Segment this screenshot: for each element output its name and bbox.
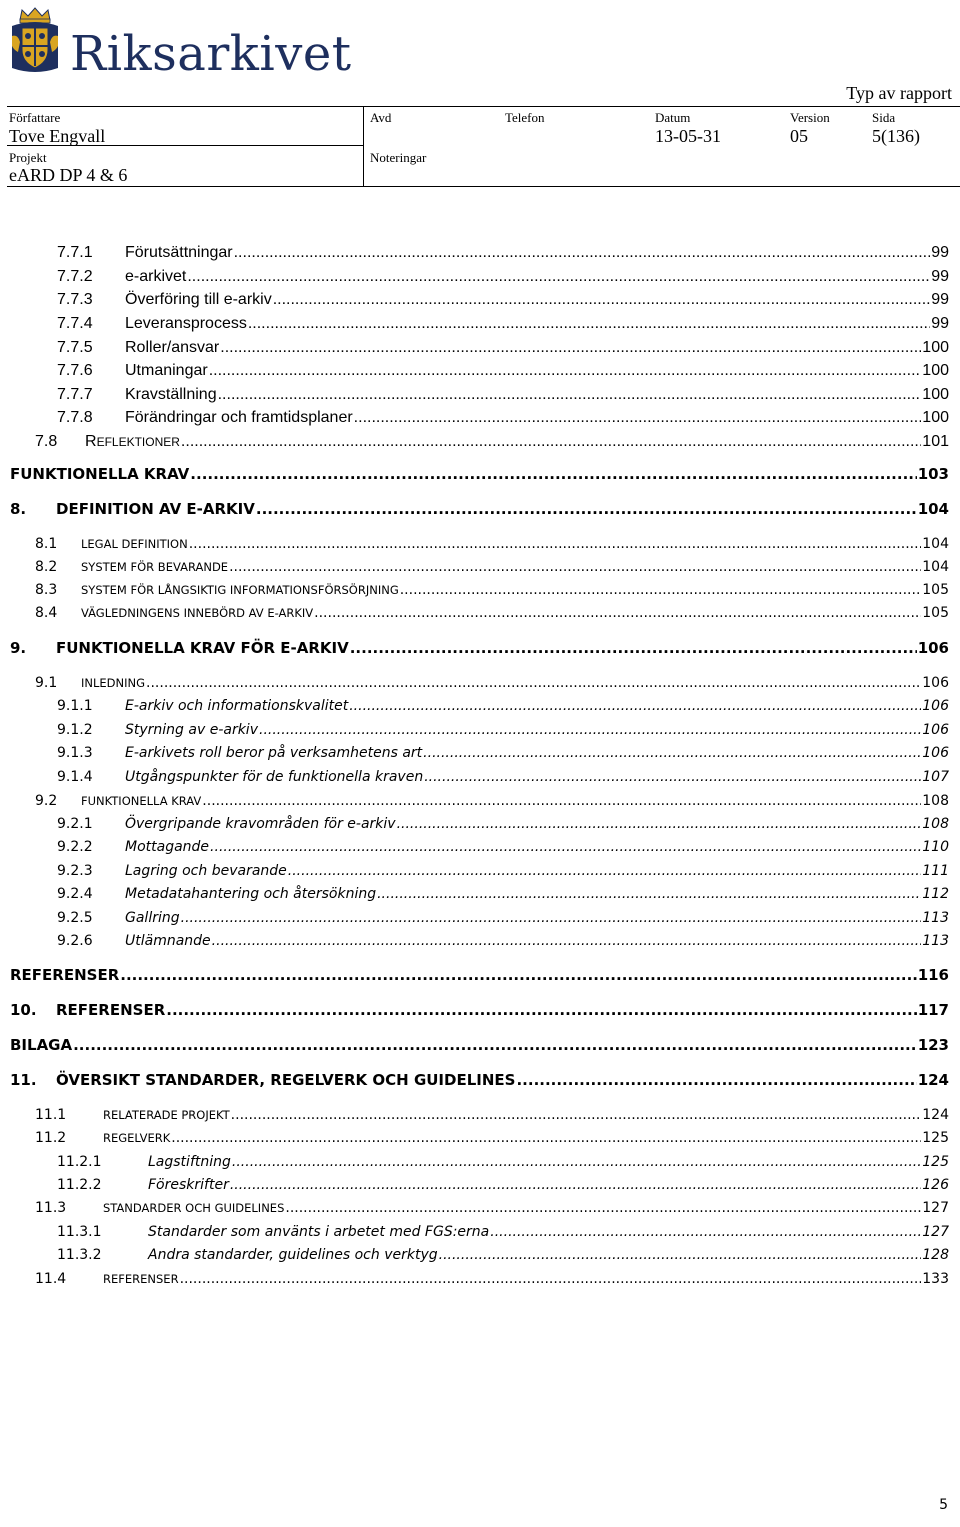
toc-entry-title: FUNKTIONELLA KRAV <box>81 794 202 808</box>
toc-dot-leader <box>516 1072 916 1089</box>
toc-entry-number: 8.3 <box>35 582 58 598</box>
toc-entry-title: STANDARDER OCH GUIDELINES <box>103 1201 285 1215</box>
toc-entry-page: 113 <box>922 910 949 926</box>
toc-entry-title: BILAGA <box>10 1036 73 1054</box>
toc-entry-title: REFERENSER <box>56 1001 166 1019</box>
toc-entry-number: 7.7.2 <box>57 268 93 285</box>
toc-entry-page: 124 <box>917 1071 949 1089</box>
toc-entry[interactable] <box>10 967 949 984</box>
toc-entry-page: 100 <box>922 339 949 356</box>
toc-entry-number: 11.3.1 <box>57 1224 102 1240</box>
toc-dot-leader <box>314 605 921 621</box>
toc-dot-leader <box>288 863 921 879</box>
toc-dot-leader <box>490 1224 921 1240</box>
toc-entry-number: 8.4 <box>35 605 58 621</box>
toc-entry[interactable] <box>57 244 949 262</box>
toc-entry-number: 9.1.2 <box>57 722 93 738</box>
toc-dot-leader <box>212 933 922 949</box>
toc-entry-title: Mottagande <box>125 839 210 855</box>
author-label: Författare <box>9 110 61 125</box>
toc-entry-title: Kravställning <box>125 386 217 403</box>
toc-entry-title: E-arkivets roll beror på verksamhetens art <box>125 745 423 761</box>
org-name: Riksarkivet <box>70 26 352 82</box>
toc-entry[interactable] <box>57 291 949 309</box>
toc-entry[interactable] <box>10 640 949 657</box>
toc-entry-title: Standarder som använts i arbetet med FGS:erna <box>148 1224 490 1240</box>
toc-entry-page: 123 <box>917 1036 949 1054</box>
toc-entry-title: e-arkivet <box>125 268 187 285</box>
toc-entry[interactable] <box>57 1247 949 1263</box>
toc-entry-page: 126 <box>922 1177 949 1193</box>
toc-dot-leader <box>146 675 921 691</box>
toc-entry-title: SYSTEM FÖR BEVARANDE <box>81 560 229 574</box>
toc-entry-title: FUNKTIONELLA KRAV <box>10 465 190 483</box>
toc-dot-leader <box>120 967 916 984</box>
toc-entry-page: 116 <box>917 966 949 984</box>
toc-entry-number: 10. <box>10 1001 37 1019</box>
toc-entry-page: 106 <box>922 745 949 761</box>
toc-entry-number: 9.2.2 <box>57 839 93 855</box>
toc-dot-leader <box>350 640 917 657</box>
toc-entry-number: 11.1 <box>35 1107 67 1123</box>
toc-dot-leader <box>248 315 930 333</box>
projekt-label: Projekt <box>9 150 47 165</box>
toc-entry-title: Leveransprocess <box>125 315 247 332</box>
toc-dot-leader <box>400 582 922 598</box>
toc-entry-number: 9.1.3 <box>57 745 93 761</box>
toc-entry-page: 99 <box>931 291 949 308</box>
toc-entry[interactable] <box>35 1271 949 1287</box>
toc-entry-number: 11.2.2 <box>57 1177 102 1193</box>
toc-entry-page: 106 <box>917 639 949 657</box>
toc-entry-title: Utgångspunkter för de funktionella kraven <box>125 769 424 785</box>
toc-entry-number: 11.3.2 <box>57 1247 102 1263</box>
toc-entry-number: 11.4 <box>35 1271 67 1287</box>
toc-entry-title: RELATERADE PROJEKT <box>103 1108 230 1122</box>
datum-value: 13-05-31 <box>655 126 721 146</box>
toc-entry[interactable] <box>57 839 949 855</box>
toc-entry[interactable] <box>57 315 949 333</box>
toc-dot-leader <box>231 1107 922 1123</box>
toc-entry-number: 8.1 <box>35 536 58 552</box>
toc-dot-leader <box>424 769 921 785</box>
author-value: Tove Engvall <box>9 126 106 146</box>
toc-entry[interactable] <box>35 605 949 621</box>
toc-entry-number: 9.1.4 <box>57 769 93 785</box>
toc-entry[interactable] <box>57 1177 949 1193</box>
toc-entry-title: ÖVERSIKT STANDARDER, REGELVERK OCH GUIDELINES <box>56 1071 516 1089</box>
page-number: 5 <box>939 1497 948 1513</box>
toc-entry-page: 105 <box>922 582 949 598</box>
toc-entry[interactable] <box>35 559 949 575</box>
toc-entry-page: 125 <box>922 1154 949 1170</box>
toc-entry-page: 101 <box>922 433 949 450</box>
toc-entry-title: REFLEKTIONER <box>85 433 180 450</box>
toc-entry-number: 8.2 <box>35 559 58 575</box>
toc-dot-leader <box>209 362 922 380</box>
toc-entry[interactable] <box>57 339 949 357</box>
toc-entry-page: 124 <box>922 1107 949 1123</box>
toc-entry-page: 127 <box>922 1224 949 1240</box>
datum-label: Datum <box>655 110 691 125</box>
toc-entry-title: Utlämnande <box>125 933 211 949</box>
toc-dot-leader <box>210 839 921 855</box>
toc-entry-page: 104 <box>917 500 949 518</box>
toc-entry-number: 7.7.5 <box>57 339 93 356</box>
toc-dot-leader <box>73 1037 917 1054</box>
toc-dot-leader <box>187 268 930 286</box>
toc-dot-leader <box>256 501 917 518</box>
sida-label: Sida <box>872 110 896 125</box>
toc-entry[interactable] <box>10 1072 949 1089</box>
toc-entry-title: E-arkiv och informationskvalitet <box>125 698 349 714</box>
toc-entry-page: 110 <box>922 839 949 855</box>
report-type: Typ av rapport <box>846 83 952 103</box>
toc-entry[interactable] <box>35 582 949 598</box>
toc-dot-leader <box>181 433 921 451</box>
toc-entry-number: 9.2.6 <box>57 933 93 949</box>
toc-entry-number: 9.1 <box>35 675 58 691</box>
toc-entry-title: Styrning av e-arkiv <box>125 722 258 738</box>
royal-coat-of-arms-icon <box>8 6 62 76</box>
toc-dot-leader <box>229 559 921 575</box>
toc-dot-leader <box>220 339 921 357</box>
toc-entry[interactable] <box>57 409 949 427</box>
toc-dot-leader <box>273 291 931 309</box>
version-label: Version <box>790 110 830 125</box>
toc-entry[interactable] <box>57 816 949 832</box>
toc-entry-title: Förändringar och framtidsplaner <box>125 409 353 426</box>
toc-entry-page: 100 <box>922 362 949 379</box>
toc-entry[interactable] <box>35 675 949 691</box>
toc-entry-title: Överföring till e-arkiv <box>125 291 272 308</box>
toc-entry-page: 104 <box>922 559 949 575</box>
telefon-label: Telefon <box>505 110 545 125</box>
toc-entry-number: 9. <box>10 639 27 657</box>
toc-entry[interactable] <box>57 722 949 738</box>
toc-dot-leader <box>190 466 916 483</box>
toc-entry-number: 7.8 <box>35 433 58 450</box>
toc-entry-page: 106 <box>922 722 949 738</box>
toc-entry[interactable] <box>10 501 949 518</box>
toc-entry-number: 9.2.3 <box>57 863 93 879</box>
toc-entry[interactable] <box>35 1130 949 1146</box>
toc-entry-number: 7.7.7 <box>57 386 93 403</box>
toc-entry-title: FUNKTIONELLA KRAV FÖR E-ARKIV <box>56 639 349 657</box>
toc-entry-number: 7.7.1 <box>57 244 93 261</box>
toc-dot-leader <box>285 1200 921 1216</box>
toc-entry-page: 103 <box>917 465 949 483</box>
toc-entry-number: 9.2 <box>35 793 58 809</box>
toc-dot-leader <box>189 536 922 552</box>
toc-dot-leader <box>423 745 921 761</box>
toc-dot-leader <box>166 1002 916 1019</box>
toc-dot-leader <box>259 722 921 738</box>
toc-entry[interactable] <box>57 863 949 879</box>
toc-entry[interactable] <box>10 1037 949 1054</box>
toc-entry[interactable] <box>57 886 949 902</box>
toc-entry-title: Övergripande kravområden för e-arkiv <box>125 816 396 832</box>
toc-entry-page: 117 <box>917 1001 949 1019</box>
toc-entry[interactable] <box>35 1107 949 1123</box>
toc-entry-title: REGELVERK <box>103 1131 171 1145</box>
toc-entry-title: Föreskrifter <box>148 1177 229 1193</box>
toc-dot-leader <box>397 816 922 832</box>
toc-entry-number: 9.2.1 <box>57 816 93 832</box>
toc-entry-number: 7.7.8 <box>57 409 93 426</box>
avd-label: Avd <box>370 110 392 125</box>
toc-dot-leader <box>354 409 922 427</box>
toc-dot-leader <box>439 1247 922 1263</box>
toc-entry-title: DEFINITION AV E-ARKIV <box>56 500 255 518</box>
toc-entry-page: 112 <box>922 886 949 902</box>
toc-entry[interactable] <box>35 536 949 552</box>
toc-dot-leader <box>377 886 921 902</box>
document-meta-table <box>7 106 960 187</box>
toc-entry[interactable] <box>10 466 949 483</box>
toc-entry-page: 106 <box>922 675 949 691</box>
toc-entry-title: INLEDNING <box>81 676 146 690</box>
toc-entry-title: Förutsättningar <box>125 244 233 261</box>
toc-entry-number: 11. <box>10 1071 37 1089</box>
toc-entry-title: Utmaningar <box>125 362 208 379</box>
toc-entry[interactable] <box>57 386 949 404</box>
toc-entry-title: REFERENSER <box>10 966 120 984</box>
toc-entry-page: 99 <box>931 268 949 285</box>
toc-entry-title: Lagstiftning <box>148 1154 231 1170</box>
toc-dot-leader <box>171 1130 921 1146</box>
toc-entry-page: 113 <box>922 933 949 949</box>
toc-entry-number: 9.2.5 <box>57 910 93 926</box>
version-value: 05 <box>790 126 808 146</box>
noteringar-label: Noteringar <box>370 150 427 165</box>
toc-entry[interactable] <box>35 1200 949 1216</box>
toc-entry-page: 133 <box>922 1271 949 1287</box>
toc-entry[interactable] <box>57 910 949 926</box>
toc-entry-title: SYSTEM FÖR LÅNGSIKTIG INFORMATIONSFÖRSÖRJNING <box>81 583 399 597</box>
toc-dot-leader <box>180 1271 922 1287</box>
toc-dot-leader <box>230 1177 921 1193</box>
projekt-value: eARD DP 4 & 6 <box>9 165 128 185</box>
toc-entry-title: REFERENSER <box>103 1272 179 1286</box>
toc-entry[interactable] <box>57 933 949 949</box>
toc-entry-title: VÄGLEDNINGENS INNEBÖRD AV E-ARKIV <box>81 606 314 620</box>
toc-entry-number: 7.7.4 <box>57 315 93 332</box>
toc-entry[interactable] <box>57 1224 949 1240</box>
toc-entry-page: 99 <box>931 244 949 261</box>
toc-entry[interactable] <box>57 1154 949 1170</box>
toc-entry[interactable] <box>10 1002 949 1019</box>
toc-entry-title: Andra standarder, guidelines och verktyg <box>148 1247 438 1263</box>
toc-entry-number: 9.2.4 <box>57 886 93 902</box>
toc-entry[interactable] <box>57 698 949 714</box>
toc-entry-number: 9.1.1 <box>57 698 93 714</box>
toc-dot-leader <box>349 698 921 714</box>
toc-entry[interactable] <box>57 769 949 785</box>
toc-entry-page: 125 <box>922 1130 949 1146</box>
toc-entry-title: Gallring <box>125 910 180 926</box>
sida-value: 5(136) <box>872 126 920 146</box>
toc-entry[interactable] <box>57 745 949 761</box>
toc-entry[interactable] <box>57 268 949 286</box>
toc-entry-page: 106 <box>922 698 949 714</box>
toc-dot-leader <box>232 1154 921 1170</box>
toc-entry-page: 104 <box>922 536 949 552</box>
toc-entry-number: 11.2 <box>35 1130 67 1146</box>
toc-entry-title: LEGAL DEFINITION <box>81 537 188 551</box>
toc-entry-page: 107 <box>922 769 949 785</box>
toc-dot-leader <box>202 793 921 809</box>
toc-entry-title: Roller/ansvar <box>125 339 220 356</box>
toc-entry-page: 100 <box>922 409 949 426</box>
toc-dot-leader <box>181 910 922 926</box>
toc-entry-number: 11.3 <box>35 1200 67 1216</box>
toc-entry-page: 127 <box>922 1200 949 1216</box>
toc-entry-number: 7.7.6 <box>57 362 93 379</box>
toc-entry-page: 108 <box>922 793 949 809</box>
toc-entry-title: Metadatahantering och återsökning <box>125 886 377 902</box>
toc-entry-page: 111 <box>922 863 949 879</box>
toc-entry-number: 8. <box>10 500 27 518</box>
toc-entry-number: 7.7.3 <box>57 291 93 308</box>
toc-entry[interactable] <box>35 433 949 451</box>
toc-dot-leader <box>218 386 922 404</box>
toc-dot-leader <box>234 244 931 262</box>
toc-entry-page: 128 <box>922 1247 949 1263</box>
toc-entry-page: 108 <box>922 816 949 832</box>
toc-entry-page: 105 <box>922 605 949 621</box>
toc-entry-page: 99 <box>931 315 949 332</box>
toc-entry[interactable] <box>35 793 949 809</box>
toc-entry-number: 11.2.1 <box>57 1154 102 1170</box>
toc-entry[interactable] <box>57 362 949 380</box>
toc-entry-title: Lagring och bevarande <box>125 863 287 879</box>
toc-entry-page: 100 <box>922 386 949 403</box>
